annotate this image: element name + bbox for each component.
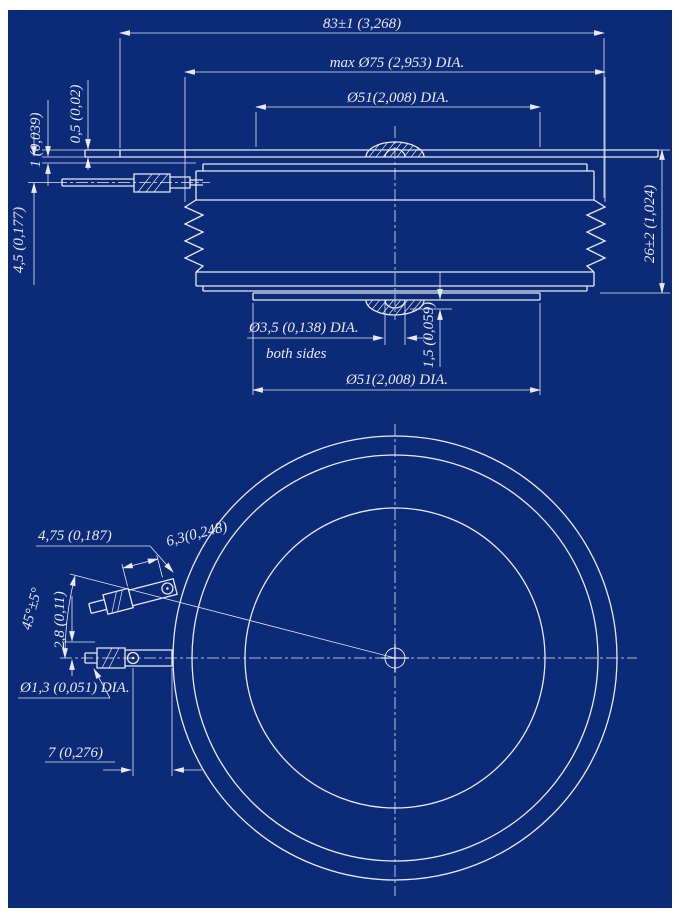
dim-lead-axis-offset-label: 2,8 (0,11): [52, 591, 68, 649]
dim-lead-thickness-label: 0,5 (0,02): [68, 84, 84, 144]
center-boss-note-label: both sides: [266, 346, 327, 362]
dim-wire-diameter-label: Ø1,3 (0,051) DIA.: [20, 680, 130, 696]
dim-hole-to-end-label: 7 (0,276): [48, 745, 103, 761]
dim-bottom-pole-diameter-label: Ø51(2,008) DIA.: [345, 372, 449, 388]
dim-lead-gap-label: 1 (0,039): [28, 112, 44, 168]
dim-center-boss-height-label: 1,5 (0,059): [421, 301, 437, 369]
drawing-sheet: [8, 10, 672, 908]
dim-gate-tab-width-label: 4,75 (0,187): [38, 528, 112, 544]
dim-lead-offset-label: 4,5 (0,177): [11, 206, 27, 274]
dim-height-label: 26±2 (1,024): [642, 184, 658, 264]
dim-max-diameter-label: max Ø75 (2,953) DIA.: [329, 55, 465, 71]
dim-gate-tab-length-label: 6,3(0,248): [164, 518, 230, 550]
dim-center-boss-diameter-label: Ø3,5 (0,138) DIA.: [249, 320, 359, 336]
dim-lead-angle-label: 45°±5°: [18, 586, 46, 632]
dim-overall-width-label: 83±1 (3,268): [322, 16, 402, 32]
dim-top-pole-diameter-label: Ø51(2,008) DIA.: [346, 90, 450, 106]
